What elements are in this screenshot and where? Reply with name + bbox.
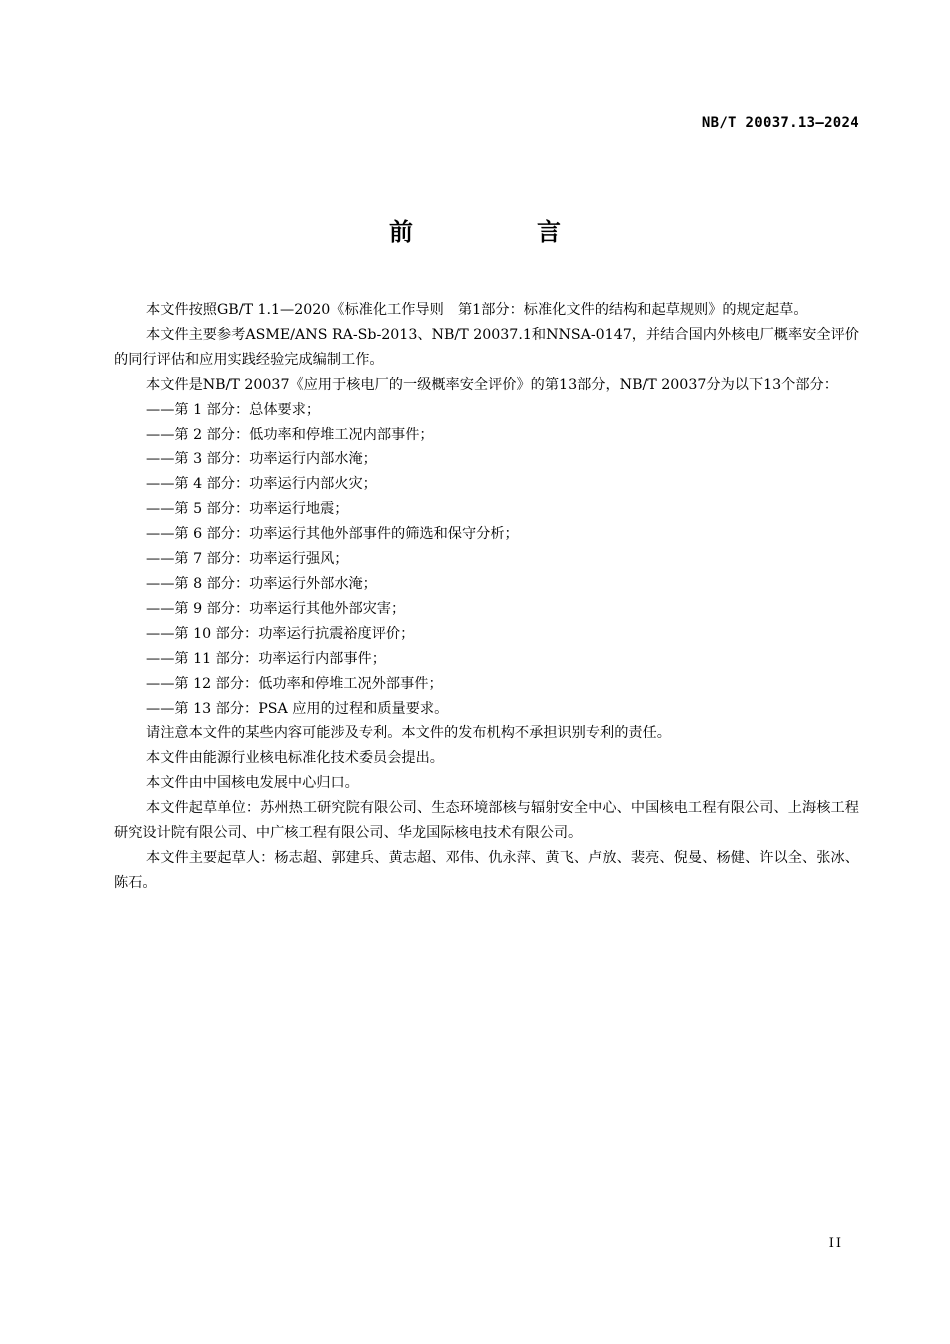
paragraph-drafters: 本文件主要起草人：杨志超、郭建兵、黄志超、邓伟、仇永萍、黄飞、卢放、裴亮、倪曼、杨健、许以全、张冰、陈石。 [114,849,859,891]
paragraph-series-parts: 本文件是NB/T 20037《应用于核电厂的一级概率安全评价》的第13部分，NB/T 20037分为以下13个部分： [146,376,838,393]
list-item: ——第 6 部分：功率运行其他外部事件的筛选和保守分析； [146,526,519,543]
list-item: ——第 8 部分：功率运行外部水淹； [146,575,377,592]
list-item: ——第 4 部分：功率运行内部火灾； [146,476,377,493]
document-body [114,298,859,896]
list-item: ——第 12 部分：低功率和停堆工况外部事件； [146,675,443,692]
list-item: ——第 13 部分：PSA 应用的过程和质量要求。 [146,700,449,717]
parts-list [114,398,859,722]
paragraph-drafting-rules: 本文件按照GB/T 1.1—2020《标准化工作导则 第1部分：标准化文件的结构和起草规则》的规定起草。 [146,302,808,318]
list-item: ——第 5 部分：功率运行地震； [146,501,349,518]
list-item: ——第 7 部分：功率运行强风； [146,551,349,568]
paragraph-drafting-units: 本文件起草单位：苏州热工研究院有限公司、生态环境部核与辐射安全中心、中国核电工程有限公司、上海核工程研究设计院有限公司、中广核工程有限公司、华龙国际核电技术有限公司。 [114,800,859,842]
list-item: ——第 9 部分：功率运行其他外部灾害； [146,600,406,617]
list-item: ——第 2 部分：低功率和停堆工况内部事件； [146,426,434,443]
list-item: ——第 1 部分：总体要求； [146,401,321,418]
paragraph-patent-notice: 请注意本文件的某些内容可能涉及专利。本文件的发布机构不承担识别专利的责任。 [146,725,671,742]
paragraph-administered-by: 本文件由中国核电发展中心归口。 [146,775,359,792]
paragraph-proposed-by: 本文件由能源行业核电标准化技术委员会提出。 [146,750,444,767]
list-item: ——第 10 部分：功率运行抗震裕度评价； [146,625,415,642]
document-code: NB/T 20037.13—2024 [701,115,859,131]
page-title: 前 言 [389,218,611,246]
page-number: II [828,1236,843,1251]
list-item: ——第 3 部分：功率运行内部水淹； [146,451,377,468]
list-item: ——第 11 部分：功率运行内部事件； [146,650,386,667]
paragraph-references: 本文件主要参考ASME/ANS RA-Sb-2013、NB/T 20037.1和NNSA-0147，并结合国内外核电厂概率安全评价的同行评估和应用实践经验完成编制工作。 [114,326,859,368]
